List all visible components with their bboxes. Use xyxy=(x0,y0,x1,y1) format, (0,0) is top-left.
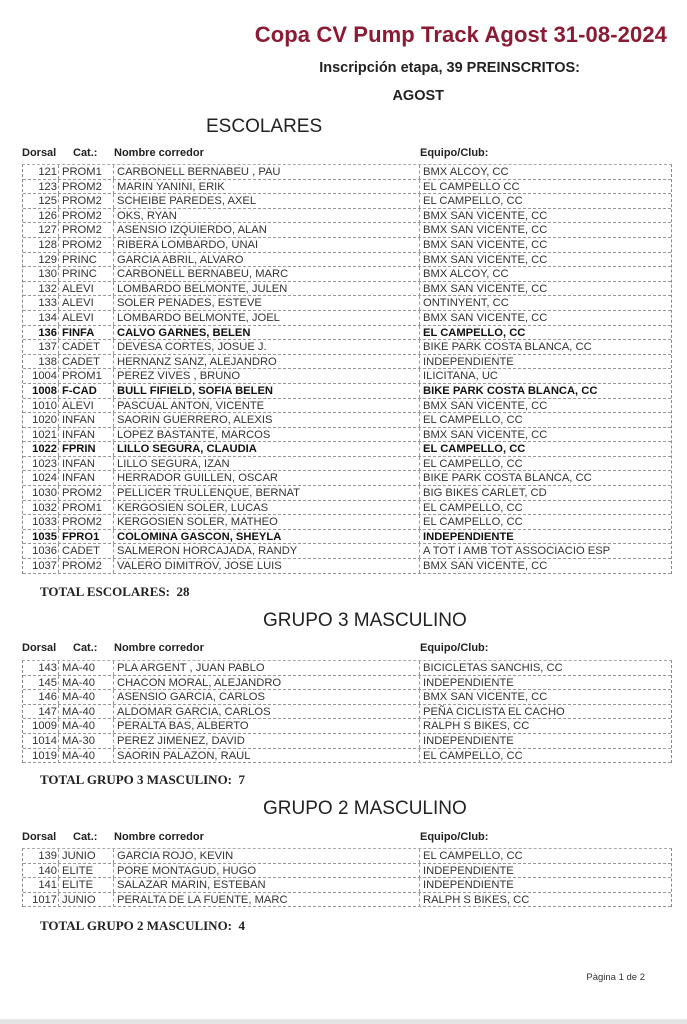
rider-name-cell: SCHEIBE PAREDES, AXEL xyxy=(113,194,256,208)
club-cell: INDEPENDIENTE xyxy=(419,530,514,544)
rider-name-cell: CHACON MORAL, ALEJANDRO xyxy=(113,676,281,690)
category-cell: INFAN xyxy=(58,471,95,485)
category-cell: PROM2 xyxy=(58,223,102,237)
category-cell: FINFA xyxy=(58,326,94,340)
column-header-dorsal: Dorsal xyxy=(22,147,57,159)
table-row xyxy=(23,544,671,559)
rider-name-cell: CALVO GARNES, BELEN xyxy=(113,326,250,340)
dorsal-cell: 141 xyxy=(38,879,57,892)
registration-summary: Inscripción etapa, 39 PREINSCRITOS: xyxy=(319,60,580,76)
club-cell: RALPH S BIKES, CC xyxy=(419,893,529,907)
category-cell: JUNIO xyxy=(58,849,96,863)
club-cell: BMX ALCOY, CC xyxy=(419,165,509,179)
category-cell: MA-40 xyxy=(58,705,95,719)
dorsal-cell: 132 xyxy=(38,282,57,295)
table-row xyxy=(23,705,671,720)
rider-name-cell: LILLO SEGURA, CLAUDIA xyxy=(113,442,257,456)
rider-name-cell: VALERO DIMITROV, JOSE LUIS xyxy=(113,559,282,573)
dorsal-cell: 1014 xyxy=(32,734,57,747)
section-title-grupo2: GRUPO 2 MASCULINO xyxy=(263,798,467,819)
club-cell: BMX SAN VICENTE, CC xyxy=(419,282,547,296)
club-cell: BMX SAN VICENTE, CC xyxy=(419,238,547,252)
section-total-grupo2 xyxy=(40,918,245,934)
club-cell: PEÑA CICLISTA EL CACHO xyxy=(419,705,565,719)
table-row xyxy=(23,893,671,908)
dorsal-cell: 123 xyxy=(38,180,57,193)
riders-table-escolares xyxy=(22,164,672,574)
category-cell: PROM2 xyxy=(58,486,102,500)
rider-name-cell: CARBONELL BERNABEU, MARC xyxy=(113,267,288,281)
dorsal-cell: 1017 xyxy=(32,893,57,906)
club-cell: EL CAMPELLO, CC xyxy=(419,849,523,863)
section-title-grupo3: GRUPO 3 MASCULINO xyxy=(263,610,467,631)
table-row xyxy=(23,282,671,297)
club-cell: EL CAMPELLO, CC xyxy=(419,749,523,763)
dorsal-cell: 136 xyxy=(38,326,57,339)
table-row xyxy=(23,864,671,879)
club-cell: A TOT I AMB TOT ASSOCIACIO ESP xyxy=(419,544,610,558)
category-cell: CADET xyxy=(58,544,100,558)
club-cell: BIG BIKES CARLET, CD xyxy=(419,486,547,500)
dorsal-cell: 143 xyxy=(38,662,57,674)
event-location: AGOST xyxy=(392,88,444,104)
rider-name-cell: MARIN YANINI, ERIK xyxy=(113,180,225,194)
dorsal-cell: 1008 xyxy=(32,384,57,397)
category-cell: MA-40 xyxy=(58,676,95,690)
dorsal-cell: 1030 xyxy=(32,487,57,500)
rider-name-cell: LILLO SEGURA, IZAN xyxy=(113,457,230,471)
dorsal-cell: 1020 xyxy=(32,414,57,427)
rider-name-cell: KERGOSIEN SOLER, MATHEO xyxy=(113,515,278,529)
table-row xyxy=(23,296,671,311)
rider-name-cell: HERNANZ SANZ, ALEJANDRO xyxy=(113,355,277,369)
club-cell: EL CAMPELLO, CC xyxy=(419,194,523,208)
rider-name-cell: KERGOSIEN SOLER, LUCAS xyxy=(113,501,268,515)
table-row xyxy=(23,267,671,282)
club-cell: ONTINYENT, CC xyxy=(419,296,509,310)
dorsal-cell: 146 xyxy=(38,691,57,704)
rider-name-cell: ASENSIO GARCIA, CARLOS xyxy=(113,690,265,704)
club-cell: EL CAMPELLO CC xyxy=(419,180,520,194)
document-title: Copa CV Pump Track Agost 31-08-2024 xyxy=(254,22,667,47)
table-row xyxy=(23,369,671,384)
table-row xyxy=(23,457,671,472)
club-cell: BMX SAN VICENTE, CC xyxy=(419,399,547,413)
rider-name-cell: HERRADOR GUILLEN, OSCAR xyxy=(113,471,278,485)
category-cell: ALEVI xyxy=(58,296,94,310)
table-row xyxy=(23,413,671,428)
table-row xyxy=(23,734,671,749)
table-row xyxy=(23,501,671,516)
rider-name-cell: OKS, RYAN xyxy=(113,209,177,223)
table-row xyxy=(23,238,671,253)
rider-name-cell: COLOMINA GASCON, SHEYLA xyxy=(113,530,281,544)
table-header-grupo3 xyxy=(22,642,682,656)
category-cell: ALEVI xyxy=(58,399,94,413)
rider-name-cell: SAORIN GUERRERO, ALEXIS xyxy=(113,413,272,427)
club-cell: BICICLETAS SANCHIS, CC xyxy=(419,661,563,675)
category-cell: PROM2 xyxy=(58,559,102,573)
category-cell: INFAN xyxy=(58,457,95,471)
category-cell: PRINC xyxy=(58,253,97,267)
dorsal-cell: 121 xyxy=(38,166,57,178)
table-row xyxy=(23,661,671,676)
club-cell: RALPH S BIKES, CC xyxy=(419,719,529,733)
dorsal-cell: 145 xyxy=(38,676,57,689)
category-cell: MA-40 xyxy=(58,749,95,763)
category-cell: CADET xyxy=(58,340,100,354)
club-cell: EL CAMPELLO, CC xyxy=(419,501,523,515)
category-cell: CADET xyxy=(58,355,100,369)
total-count: 7 xyxy=(238,772,246,787)
dorsal-cell: 1004 xyxy=(32,370,57,383)
column-header-cat: Cat.: xyxy=(73,642,98,654)
total-count: 28 xyxy=(176,584,190,599)
table-row xyxy=(23,355,671,370)
category-cell: ALEVI xyxy=(58,311,94,325)
rider-name-cell: GARCIA ROJO, KEVIN xyxy=(113,849,233,863)
rider-name-cell: PELLICER TRULLENQUE, BERNAT xyxy=(113,486,300,500)
club-cell: INDEPENDIENTE xyxy=(419,676,514,690)
table-row xyxy=(23,209,671,224)
club-cell: BMX SAN VICENTE, CC xyxy=(419,428,547,442)
rider-name-cell: LOMBARDO BELMONTE, JOEL xyxy=(113,311,280,325)
table-row xyxy=(23,749,671,764)
rider-name-cell: PEREZ JIMENEZ, DAVID xyxy=(113,734,245,748)
club-cell: EL CAMPELLO, CC xyxy=(419,457,523,471)
table-row xyxy=(23,515,671,530)
category-cell: FPRO1 xyxy=(58,530,99,544)
rider-name-cell: PERALTA DE LA FUENTE, MARC xyxy=(113,893,288,907)
dorsal-cell: 1023 xyxy=(32,457,57,470)
category-cell: PROM2 xyxy=(58,194,102,208)
rider-name-cell: SAORIN PALAZON, RAUL xyxy=(113,749,250,763)
club-cell: INDEPENDIENTE xyxy=(419,355,514,369)
category-cell: INFAN xyxy=(58,413,95,427)
category-cell: PROM1 xyxy=(58,165,102,179)
dorsal-cell: 137 xyxy=(38,341,57,354)
club-cell: INDEPENDIENTE xyxy=(419,864,514,878)
rider-name-cell: SALAZAR MARIN, ESTEBAN xyxy=(113,878,266,892)
category-cell: ELITE xyxy=(58,878,93,892)
total-label: TOTAL GRUPO 2 MASCULINO: xyxy=(40,918,233,933)
section-total-grupo3 xyxy=(40,772,245,788)
club-cell: EL CAMPELLO, CC xyxy=(419,413,523,427)
category-cell: F-CAD xyxy=(58,384,97,398)
rider-name-cell: BULL FIFIELD, SOFIA BELEN xyxy=(113,384,273,398)
dorsal-cell: 140 xyxy=(38,864,57,877)
club-cell: EL CAMPELLO, CC xyxy=(419,442,525,456)
column-header-dorsal: Dorsal xyxy=(22,831,57,843)
rider-name-cell: PLA ARGENT , JUAN PABLO xyxy=(113,661,265,675)
club-cell: INDEPENDIENTE xyxy=(419,734,514,748)
table-row xyxy=(23,253,671,268)
category-cell: PROM1 xyxy=(58,369,102,383)
category-cell: MA-40 xyxy=(58,719,95,733)
club-cell: EL CAMPELLO, CC xyxy=(419,326,525,340)
section-total-escolares xyxy=(40,584,189,600)
table-row xyxy=(23,471,671,486)
club-cell: BMX ALCOY, CC xyxy=(419,267,509,281)
rider-name-cell: LOMBARDO BELMONTE, JULEN xyxy=(113,282,287,296)
dorsal-cell: 139 xyxy=(38,850,57,862)
rider-name-cell: ASENSIO IZQUIERDO, ALAN xyxy=(113,223,267,237)
club-cell: BMX SAN VICENTE, CC xyxy=(419,690,547,704)
table-row xyxy=(23,399,671,414)
club-cell: BMX SAN VICENTE, CC xyxy=(419,253,547,267)
dorsal-cell: 1036 xyxy=(32,545,57,558)
category-cell: PROM1 xyxy=(58,501,102,515)
dorsal-cell: 128 xyxy=(38,238,57,251)
column-header-name: Nombre corredor xyxy=(114,831,204,843)
dorsal-cell: 1019 xyxy=(32,749,57,762)
category-cell: MA-40 xyxy=(58,661,95,675)
column-header-name: Nombre corredor xyxy=(114,642,204,654)
dorsal-cell: 1024 xyxy=(32,472,57,485)
club-cell: INDEPENDIENTE xyxy=(419,878,514,892)
dorsal-cell: 1009 xyxy=(32,720,57,733)
category-cell: PROM2 xyxy=(58,180,102,194)
dorsal-cell: 1032 xyxy=(32,501,57,514)
category-cell: PROM2 xyxy=(58,515,102,529)
club-cell: BMX SAN VICENTE, CC xyxy=(419,311,547,325)
column-header-dorsal: Dorsal xyxy=(22,642,57,654)
dorsal-cell: 133 xyxy=(38,297,57,310)
table-row xyxy=(23,719,671,734)
dorsal-cell: 1021 xyxy=(32,428,57,441)
club-cell: BIKE PARK COSTA BLANCA, CC xyxy=(419,384,597,398)
table-row xyxy=(23,180,671,195)
category-cell: ELITE xyxy=(58,864,93,878)
dorsal-cell: 130 xyxy=(38,268,57,281)
table-row xyxy=(23,676,671,691)
club-cell: BMX SAN VICENTE, CC xyxy=(419,223,547,237)
table-row xyxy=(23,223,671,238)
table-row xyxy=(23,165,671,180)
page-number: Pàgina 1 de 2 xyxy=(586,972,645,983)
category-cell: ALEVI xyxy=(58,282,94,296)
dorsal-cell: 134 xyxy=(38,311,57,324)
club-cell: BMX SAN VICENTE, CC xyxy=(419,559,547,573)
club-cell: EL CAMPELLO, CC xyxy=(419,515,523,529)
category-cell: MA-30 xyxy=(58,734,95,748)
club-cell: BIKE PARK COSTA BLANCA, CC xyxy=(419,340,592,354)
dorsal-cell: 129 xyxy=(38,253,57,266)
dorsal-cell: 126 xyxy=(38,209,57,222)
category-cell: INFAN xyxy=(58,428,95,442)
column-header-cat: Cat.: xyxy=(73,147,98,159)
dorsal-cell: 1010 xyxy=(32,399,57,412)
column-header-club: Equipo/Club: xyxy=(420,831,489,843)
rider-name-cell: ALDOMAR GARCIA, CARLOS xyxy=(113,705,271,719)
dorsal-cell: 125 xyxy=(38,195,57,208)
club-cell: BMX SAN VICENTE, CC xyxy=(419,209,547,223)
total-label: TOTAL GRUPO 3 MASCULINO: xyxy=(40,772,233,787)
category-cell: JUNIO xyxy=(58,893,96,907)
table-row xyxy=(23,442,671,457)
club-cell: BIKE PARK COSTA BLANCA, CC xyxy=(419,471,592,485)
table-row xyxy=(23,194,671,209)
table-row xyxy=(23,486,671,501)
club-cell: ILICITANA, UC xyxy=(419,369,498,383)
dorsal-cell: 1022 xyxy=(32,443,57,456)
column-header-club: Equipo/Club: xyxy=(420,147,489,159)
table-row xyxy=(23,849,671,864)
table-row xyxy=(23,340,671,355)
dorsal-cell: 138 xyxy=(38,355,57,368)
category-cell: PROM2 xyxy=(58,209,102,223)
section-title-escolares: ESCOLARES xyxy=(206,116,323,137)
riders-table-grupo2 xyxy=(22,848,672,907)
table-row xyxy=(23,878,671,893)
table-row xyxy=(23,428,671,443)
rider-name-cell: LOPEZ BASTANTE, MARCOS xyxy=(113,428,270,442)
table-row xyxy=(23,690,671,705)
dorsal-cell: 1033 xyxy=(32,516,57,529)
table-header-grupo2 xyxy=(22,831,682,845)
category-cell: PRINC xyxy=(58,267,97,281)
riders-table-grupo3 xyxy=(22,660,672,763)
category-cell: PROM2 xyxy=(58,238,102,252)
total-label: TOTAL ESCOLARES: xyxy=(40,584,170,599)
column-header-club: Equipo/Club: xyxy=(420,642,489,654)
category-cell: FPRIN xyxy=(58,442,96,456)
rider-name-cell: GARCIA ABRIL, ALVARO xyxy=(113,253,243,267)
table-row xyxy=(23,311,671,326)
total-count: 4 xyxy=(238,918,246,933)
dorsal-cell: 1035 xyxy=(32,530,57,543)
dorsal-cell: 127 xyxy=(38,224,57,237)
rider-name-cell: DEVESA CORTES, JOSUE J. xyxy=(113,340,267,354)
rider-name-cell: SOLER PENADES, ESTEVE xyxy=(113,296,262,310)
dorsal-cell: 147 xyxy=(38,705,57,718)
column-header-name: Nombre corredor xyxy=(114,147,204,159)
rider-name-cell: PERALTA BAS, ALBERTO xyxy=(113,719,249,733)
table-row xyxy=(23,559,671,574)
rider-name-cell: RIBERA LOMBARDO, UNAI xyxy=(113,238,258,252)
table-row xyxy=(23,326,671,341)
rider-name-cell: CARBONELL BERNABEU , PAU xyxy=(113,165,281,179)
table-header-escolares xyxy=(22,147,682,161)
page-bottom-edge xyxy=(0,1019,687,1024)
rider-name-cell: PORE MONTAGUD, HUGO xyxy=(113,864,256,878)
rider-name-cell: PASCUAL ANTON, VICENTE xyxy=(113,399,264,413)
table-row xyxy=(23,530,671,545)
dorsal-cell: 1037 xyxy=(32,560,57,573)
rider-name-cell: SALMERON HORCAJADA, RANDY xyxy=(113,544,297,558)
rider-name-cell: PEREZ VIVES , BRUNO xyxy=(113,369,240,383)
table-row xyxy=(23,384,671,399)
category-cell: MA-40 xyxy=(58,690,95,704)
column-header-cat: Cat.: xyxy=(73,831,98,843)
